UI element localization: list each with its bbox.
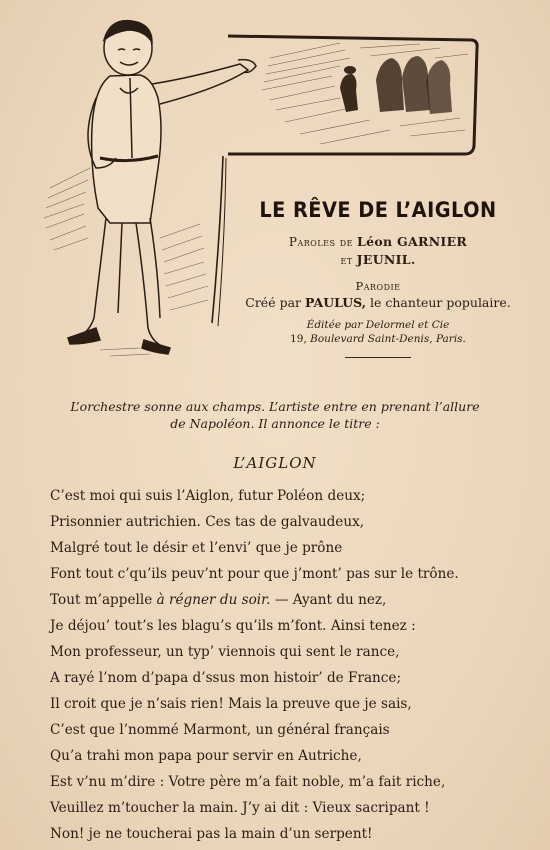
poem-line: C’est que l’nommé Marmont, un général français bbox=[50, 722, 390, 738]
poem-line: Non! je ne toucherai pas la main d’un serpent! bbox=[50, 826, 373, 842]
soldiers bbox=[340, 56, 452, 114]
author-1: Léon GARNIER bbox=[357, 234, 468, 249]
performer-name: PAULUS, bbox=[305, 295, 367, 310]
publisher-address bbox=[228, 333, 528, 345]
poem-line: Font tout c’qu’ils peuv’nt pour que j’mont’ pas sur le trône. bbox=[50, 566, 459, 582]
poem-line-part: Tout m’appelle bbox=[50, 592, 153, 608]
poem-line: Malgré tout le désir et l’envi’ que je prône bbox=[50, 540, 343, 556]
cree-par-suffix: le chanteur populaire. bbox=[370, 295, 511, 310]
title-block bbox=[228, 198, 528, 358]
poem-line: Est v’nu m’dire : Votre père m’a fait noble, m’a fait riche, bbox=[50, 774, 446, 790]
poem bbox=[50, 483, 520, 847]
poem-line: Veuillez m’toucher la main. J’y ai dit : Vieux sacripant ! bbox=[50, 800, 430, 816]
poem-line: Je déjou’ tout’s les blagu’s qu’ils m’font. Ainsi tenez : bbox=[50, 618, 416, 634]
poem-line: Prisonnier autrichien. Ces tas de galvaudeux, bbox=[50, 514, 365, 530]
et-conjunction: et bbox=[340, 253, 353, 267]
author-2: JEUNIL. bbox=[356, 252, 416, 267]
cree-par-prefix: Créé par bbox=[245, 295, 302, 310]
song-title: LE RÊVE DE L’AIGLON bbox=[259, 198, 497, 222]
divider-rule bbox=[345, 357, 411, 358]
publisher: Éditée par Delormel et Cie bbox=[306, 319, 450, 331]
lyricists bbox=[228, 233, 528, 269]
poem-line: Qu’a trahi mon papa pour servir en Autriche, bbox=[50, 748, 362, 764]
poem-line: Il croit que je n’sais rien! Mais la preuve que je sais, bbox=[50, 696, 412, 712]
poem-line bbox=[50, 587, 520, 613]
genre-label: Parodie bbox=[355, 279, 401, 293]
stage-direction bbox=[40, 398, 510, 432]
stage-direction-line: de Napoléon. Il annonce le titre : bbox=[170, 416, 380, 431]
stage-direction-line: L’orchestre sonne aux champs. L’artiste entre en prenant l’allure bbox=[70, 399, 480, 414]
created-by bbox=[228, 295, 528, 310]
poem-line: Mon professeur, un typ’ viennois qui sent le rance, bbox=[50, 644, 400, 660]
poem-line-italic: à régner du soir. bbox=[156, 592, 271, 608]
poem-line: A rayé l’nom d’papa d’ssus mon histoir’ de France; bbox=[50, 670, 402, 686]
poem-line-part: — Ayant du nez, bbox=[274, 592, 387, 608]
section-title: L’AIGLON bbox=[233, 454, 317, 472]
paroles-prefix: Paroles de bbox=[288, 235, 354, 249]
address-street: Boulevard Saint-Denis, Paris. bbox=[310, 333, 466, 345]
address-number: 19, bbox=[290, 333, 307, 345]
poem-line: C’est moi qui suis l’Aiglon, futur Poléon deux; bbox=[50, 488, 366, 504]
